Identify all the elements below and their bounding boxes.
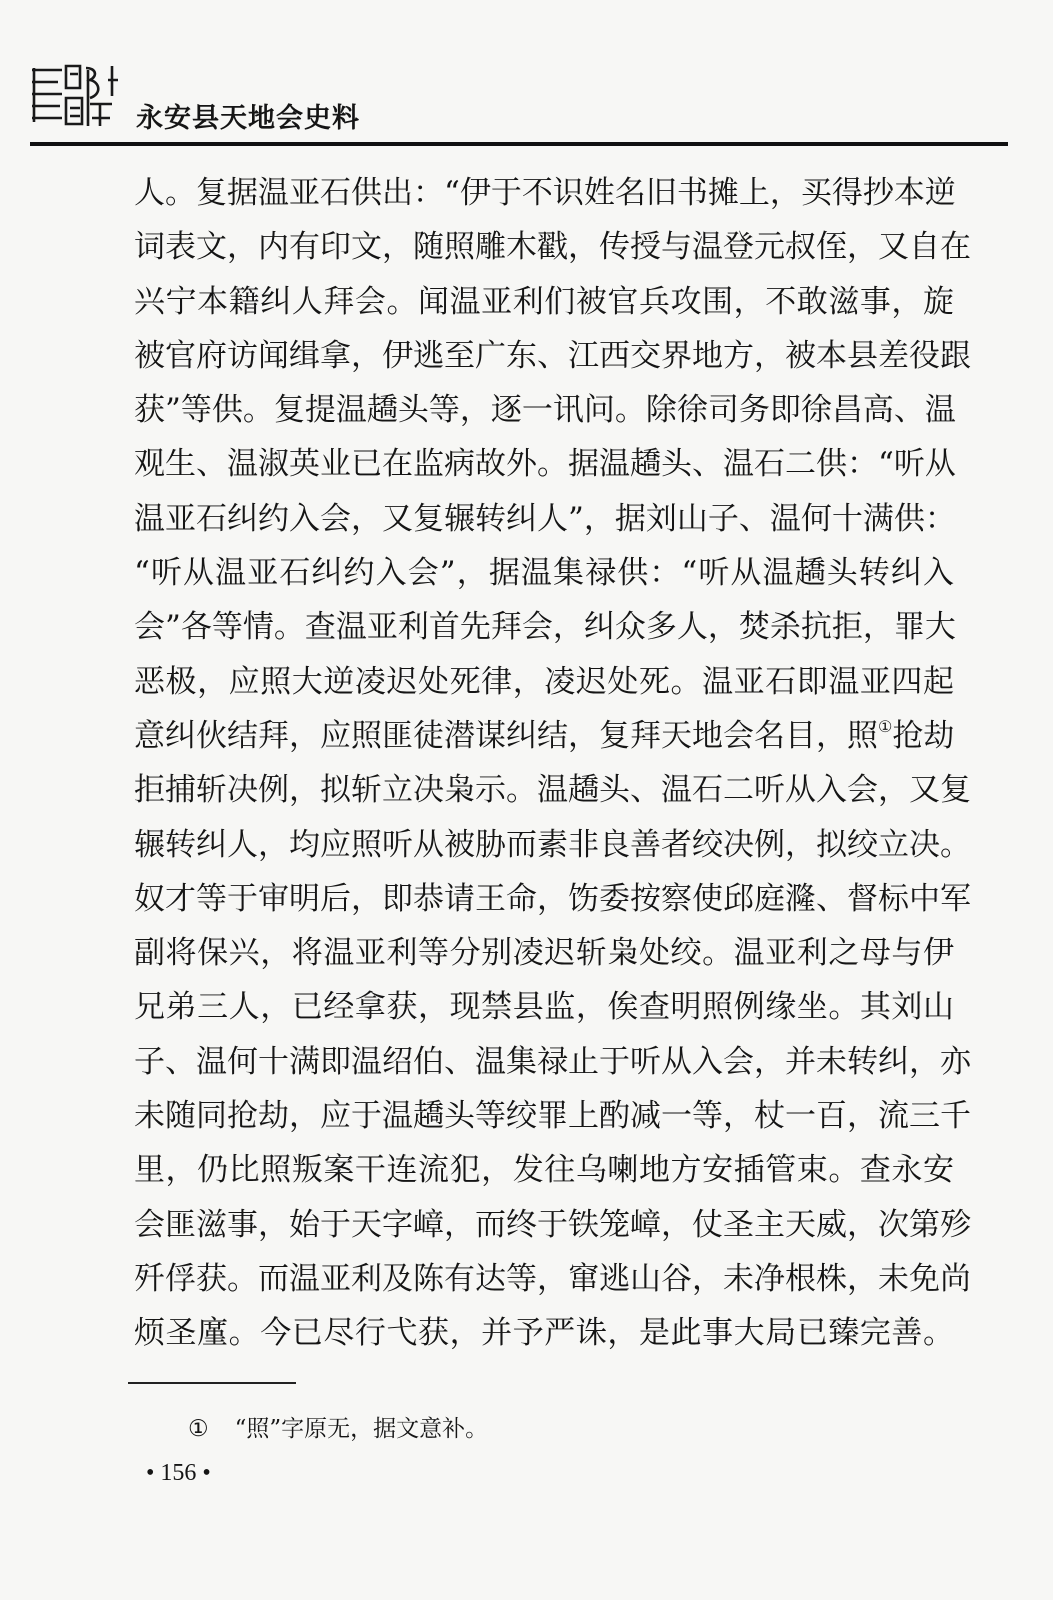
text-line: 辗转纠人，均应照听从被胁而素非良善者绞决例，拟绞立决。 bbox=[134, 826, 971, 863]
header-rule bbox=[30, 142, 1008, 146]
text-line: 会”各等情。查温亚利首先拜会，纠众多人，焚杀抗拒，罪大 bbox=[134, 609, 956, 646]
text-line: 未随同抢劫，应于温趫头等绞罪上酌减一等，杖一百，流三千 bbox=[134, 1098, 971, 1135]
text-line: 里，仍比照叛案干连流犯，发往乌喇地方安插管束。查永安 bbox=[134, 1152, 954, 1189]
text-line: 副将保兴，将温亚利等分别凌迟斩枭处绞。温亚利之母与伊 bbox=[134, 935, 954, 972]
footnote-mark: ① bbox=[188, 1416, 209, 1442]
text-line: 被官府访闻缉拿，伊逃至广东、江西交界地方，被本县差役跟 bbox=[134, 337, 971, 374]
text-line: 烦圣廑。今已尽行弋获，并予严诛，是此事大局已臻完善。 bbox=[134, 1315, 954, 1352]
text-line-head: 意纠伙结拜，应照匪徒潜谋纠结，复拜天地会名目，照 bbox=[134, 717, 878, 754]
text-line: 兄弟三人，已经拿获，现禁县监，俟查明照例缘坐。其刘山 bbox=[134, 989, 954, 1026]
text-line: 拒捕斩决例，拟斩立决枭示。温趫头、温石二听从入会，又复 bbox=[134, 772, 971, 809]
text-line-with-footnote bbox=[134, 709, 954, 763]
footnote-text: “照”字原无，据文意补。 bbox=[234, 1416, 489, 1442]
running-header-title: 永安县天地会史料 bbox=[136, 103, 360, 134]
text-line: 获”等供。复提温趫头等，逐一讯问。除徐司务即徐昌高、温 bbox=[134, 392, 956, 429]
text-line-tail: 抢劫 bbox=[892, 717, 955, 754]
text-line: 观生、温淑英业已在监病故外。据温趫头、温石二供：“听从 bbox=[134, 446, 956, 483]
footnote-reference[interactable]: ① bbox=[878, 716, 893, 736]
text-line: 兴宁本籍纠人拜会。闻温亚利们被官兵攻围，不敢滋事，旋 bbox=[134, 283, 954, 320]
text-line: 恶极，应照大逆凌迟处死律，凌迟处死。温亚石即温亚四起 bbox=[134, 663, 954, 700]
page-number: • 156 • bbox=[146, 1460, 211, 1486]
text-line: 温亚石纠约入会，又复辗转纠人”，据刘山子、温何十满供： bbox=[134, 500, 956, 537]
body-text bbox=[134, 166, 971, 1361]
text-line: “听从温亚石纠约入会”，据温集禄供：“听从温趫头转纠入 bbox=[134, 555, 954, 592]
text-line: 会匪滋事，始于天字嶂，而终于铁笼嶂，仗圣主天威，次第殄 bbox=[134, 1206, 971, 1243]
text-line: 歼俘获。而温亚利及陈有达等，窜逃山谷，未净根株，未免尚 bbox=[134, 1260, 971, 1297]
text-line: 人。复据温亚石供出：“伊于不识姓名旧书摊上，买得抄本逆 bbox=[134, 175, 956, 211]
text-line: 奴才等于审明后，即恭请王命，饬委按察使邱庭漋、督标中军 bbox=[134, 880, 971, 917]
text-line: 子、温何十满即温绍伯、温集禄止于听从入会，并未转纠，亦 bbox=[134, 1043, 971, 1080]
footnote bbox=[188, 1410, 488, 1443]
footnote-rule bbox=[128, 1382, 296, 1384]
text-line: 词表文，内有印文，随照雕木戳，传授与温登元叔侄，又自在 bbox=[134, 229, 971, 266]
seal-logo bbox=[28, 60, 120, 134]
